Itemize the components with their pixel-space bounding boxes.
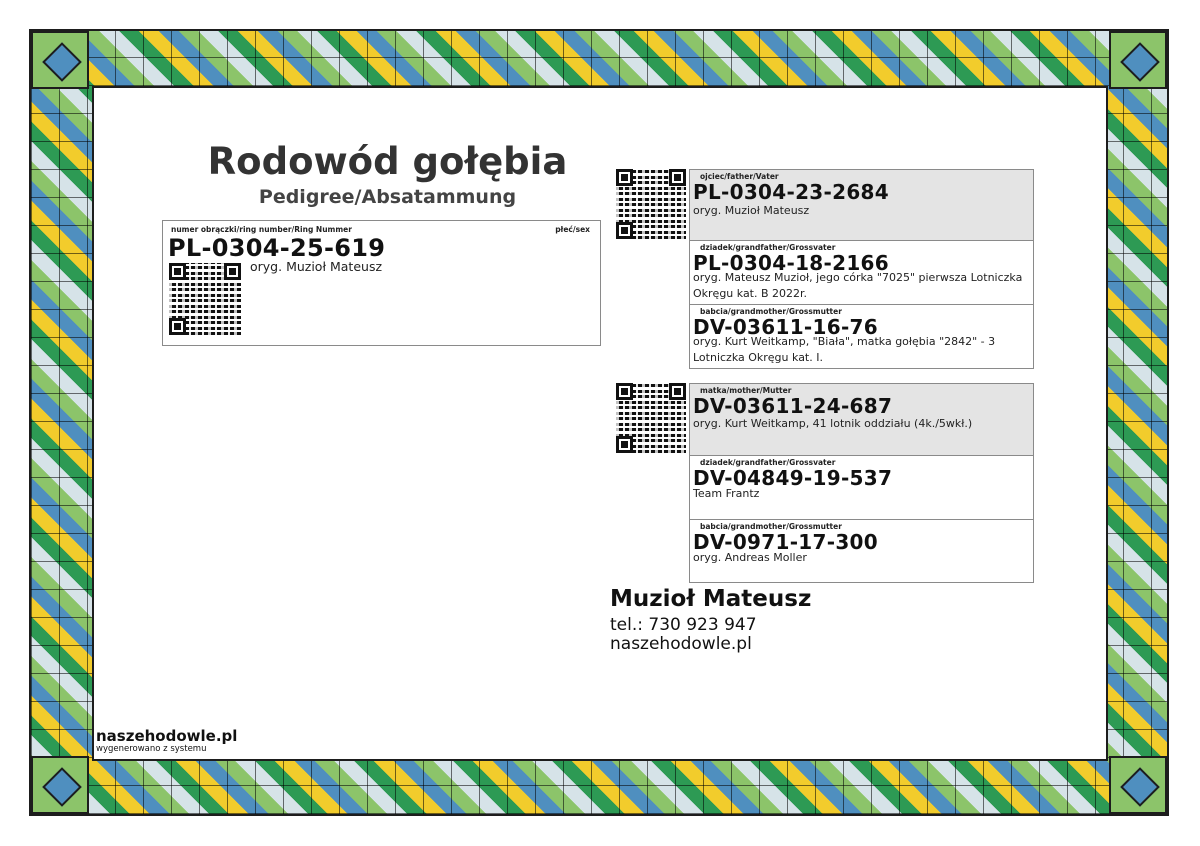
paternal-grandfather-card [689,240,1034,305]
qr-code-icon [616,383,686,453]
pigeon-origin: oryg. Muzioł Mateusz [250,259,383,274]
paternal-grandmother-label: babcia/grandmother/Grossmutter [700,307,842,316]
mother-origin: oryg. Kurt Weitkamp, 41 lotnik oddziału (4k./5wkł.) [693,417,973,430]
maternal-grandmother-label: babcia/grandmother/Grossmutter [700,522,842,531]
father-card [689,169,1034,241]
brand-logo-text: naszehodowle.pl [96,727,238,745]
paternal-grandfather-label: dziadek/grandfather/Grossvater [700,243,836,252]
frame-corner-ornament [31,756,89,814]
paternal-grandfather-ring-number: PL-0304-18-2166 [693,251,889,275]
pigeon-card [162,220,601,346]
mother-card [689,383,1034,456]
maternal-grandmother-origin: oryg. Andreas Moller [693,551,807,564]
page-title: Rodowód gołębia [207,140,568,183]
mother-label: matka/mother/Mutter [700,386,792,395]
mother-ring-number: DV-03611-24-687 [693,394,893,418]
father-origin: oryg. Muzioł Mateusz [693,204,810,217]
father-label: ojciec/father/Vater [700,172,779,181]
generated-note: wygenerowano z systemu [96,744,207,754]
frame-corner-ornament [31,31,89,89]
paternal-grandmother-ring-number: DV-03611-16-76 [693,315,878,339]
owner-phone: tel.: 730 923 947 [610,615,757,635]
qr-code-icon [616,169,686,239]
maternal-grandfather-label: dziadek/grandfather/Grossvater [700,458,836,467]
ring-number-label: numer obrączki/ring number/Ring Nummer [171,225,352,234]
father-ring-number: PL-0304-23-2684 [693,180,889,204]
owner-website: naszehodowle.pl [610,634,752,654]
paternal-grandmother-card [689,304,1034,369]
sex-label: płeć/sex [555,225,590,234]
pigeon-ring-number: PL-0304-25-619 [168,234,386,262]
page-subtitle: Pedigree/Absatammung [258,186,517,208]
frame-corner-ornament [1109,31,1167,89]
frame-corner-ornament [1109,756,1167,814]
maternal-grandfather-ring-number: DV-04849-19-537 [693,466,893,490]
paternal-grandmother-origin: oryg. Kurt Weitkamp, "Biała", matka gołębia "2842" - 3 Lotniczka Okręgu kat. I. [693,335,996,364]
maternal-grandfather-origin: Team Frantz [693,487,760,500]
qr-code-icon [169,263,241,335]
paternal-grandfather-origin: oryg. Mateusz Muzioł, jego córka "7025" pierwsza Lotniczka Okręgu kat. B 2022r. [693,271,1023,300]
maternal-grandmother-card [689,519,1034,583]
maternal-grandmother-ring-number: DV-0971-17-300 [693,530,878,554]
maternal-grandfather-card [689,455,1034,520]
owner-name: Muzioł Mateusz [610,586,812,612]
